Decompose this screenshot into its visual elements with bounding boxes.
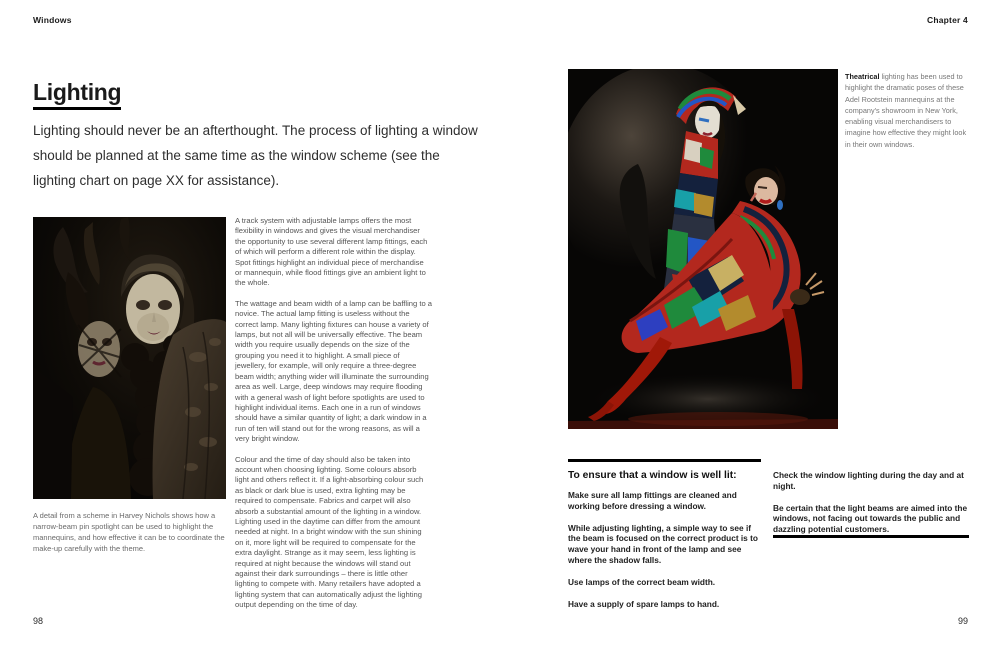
caption-lead-word: Theatrical — [845, 72, 880, 81]
body-paragraph: The wattage and beam width of a lamp can be baffling to a novice. The actual lamp fitting is useless without the correct lamp. Many lighting fixtures can house a variety of lamps, but not all will be universally effective. The beam width you require usually depends on the size of the grouping you need it to highlight. A small piece of jewellery, for example, will only require a three-degree beam width; anything wider will illuminate the surrounding area as well. Large, deep windows may require flooding with a general wash of light before spotlights are used to highlight individual items. Each one in a run of windows should have a similar quantity of light; a dark window in a run of ten will stand out for the wrong reasons, as will a very bright window. — [235, 298, 433, 444]
tips-left-column — [568, 490, 764, 620]
running-head-left: Windows — [33, 15, 72, 25]
tip-item: Make sure all lamp fittings are cleaned and working before dressing a window. — [568, 490, 737, 511]
left-photo-illustration — [33, 217, 226, 499]
page-number-right: 99 — [957, 616, 968, 626]
left-photo — [33, 217, 226, 499]
tip-item: Be certain that the light beams are aimed into the windows, not facing out towards the public and dazzling potential customers. — [773, 502, 968, 535]
intro-paragraph: Lighting should never be an afterthought. The process of lighting a window should be planned at the same time as the window scheme (see the lighting chart on page XX for assistance). — [33, 123, 478, 188]
left-photo-caption: A detail from a scheme in Harvey Nichols shows how a narrow-beam pin spotlight can be used to highlight the mannequins, and how effective it can be to coordinate the make-up carefully with the theme. — [33, 511, 225, 553]
right-photo-caption — [845, 71, 973, 150]
tip-item: Use lamps of the correct beam width. — [568, 576, 716, 587]
tips-heading: To ensure that a window is well lit: — [568, 470, 737, 481]
caption-text: lighting has been used to highlight the dramatic poses of these Adel Rootstein mannequins at the company's showroom in New York, enabling visual merchandisers to imagine how effective they might look in their own windows. — [845, 72, 967, 149]
tip-item: While adjusting lighting, a simple way to see if the beam is focused on the correct product is to wave your hand in front of the lamp and see where the shadow falls. — [568, 522, 758, 565]
body-paragraph: A track system with adjustable lamps offers the most flexibility in windows and gives the visual merchandiser the opportunity to use several different lamp fittings, each of which will perform a different role within the display. Spot fittings highlight an individual piece of merchandise or mannequin, while flood fittings give an ambient light to the whole. — [235, 216, 428, 288]
running-head-right: Chapter 4 — [926, 15, 968, 25]
body-text-column — [235, 216, 432, 621]
body-paragraph: Colour and the time of day should also be taken into account when choosing lighting. Some colours absorb light and others reflect it. If a light-absorbing colour such as black or dark blue is used, extra lighting may be required to compensate. Fabrics and carpet will also absorb a substantial amount of the lighting in a window. Lighting used in the daytime can differ from the amount needed at night. In a bright window with the sun shining on it, more light will be required to compensate for the extra daylight. Strange as it may seem, less lighting is required at night because the windows will stand out against their dark surroundings – there is little other lighting to compete with. Many retailers have adopted a lighting system that can automatically adjust the lighting output depending on the time of day. — [235, 454, 424, 610]
page-number-left: 98 — [33, 616, 44, 626]
tip-item: Check the window lighting during the day and at night. — [773, 470, 964, 491]
page-title: Lighting — [33, 79, 121, 110]
right-photo — [568, 69, 838, 429]
tips-bottom-rule — [773, 535, 969, 538]
tips-top-rule — [568, 459, 761, 462]
right-photo-illustration — [568, 69, 838, 429]
tip-item: Have a supply of spare lamps to hand. — [568, 598, 720, 609]
